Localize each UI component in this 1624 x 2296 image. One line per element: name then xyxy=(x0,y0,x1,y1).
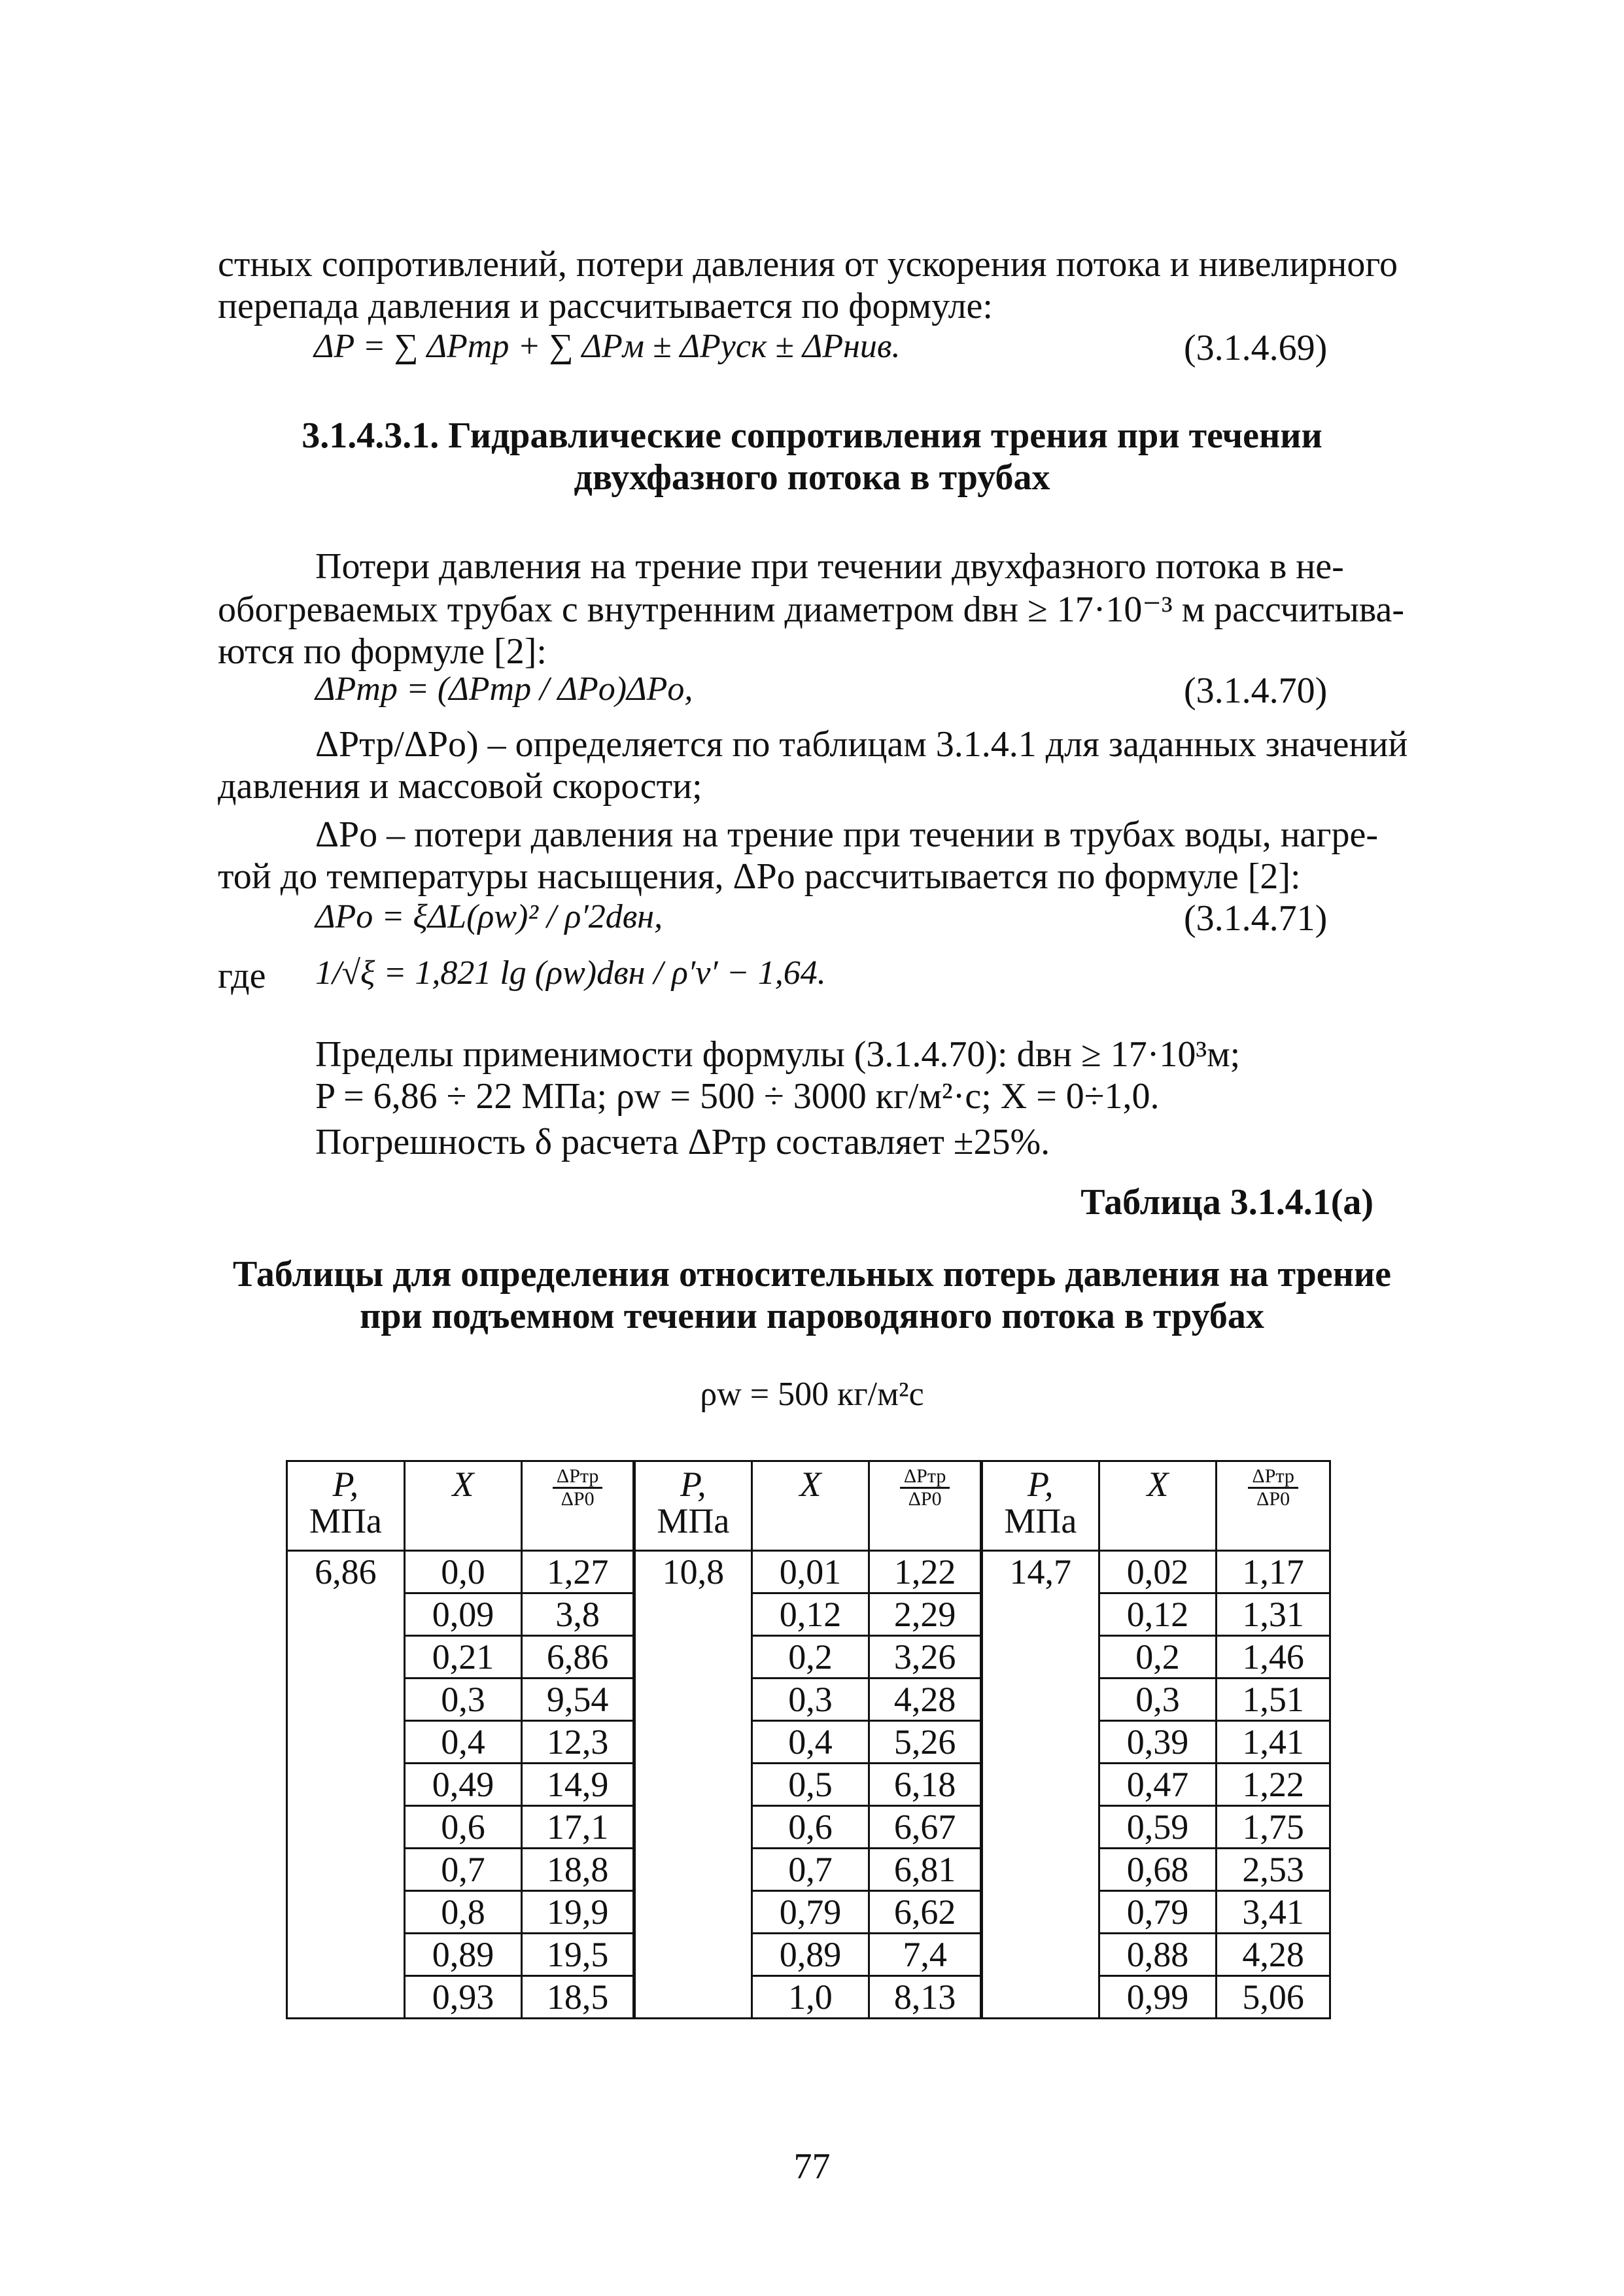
quality-value: 0,8 xyxy=(404,1891,522,1934)
quality-value: 0,89 xyxy=(752,1934,869,1976)
header-quality: X xyxy=(404,1461,522,1551)
table-row xyxy=(287,1551,1330,1593)
mass-velocity-label: ρw = 500 кг/м²с xyxy=(700,1376,924,1413)
loss-ratio-value: 1,75 xyxy=(1217,1806,1330,1849)
ratio-numerator: ΔPтр xyxy=(900,1466,950,1489)
loss-ratio-value: 17,1 xyxy=(522,1806,634,1849)
loss-ratio-value: 18,8 xyxy=(522,1849,634,1891)
table-header-row xyxy=(287,1461,1330,1551)
limits-line-1: Пределы применимости формулы (3.1.4.70): dвн ≥ 17·10³м; xyxy=(315,1034,1241,1075)
loss-ratio-value: 19,9 xyxy=(522,1891,634,1934)
page-number: 77 xyxy=(793,2146,831,2187)
header-pressure xyxy=(634,1461,752,1551)
header-pressure xyxy=(981,1461,1099,1551)
intro-line-1: стных сопротивлений, потери давления от ускорения потока и нивелирного xyxy=(218,244,1398,285)
quality-value: 0,39 xyxy=(1099,1721,1217,1764)
table-label: Таблица 3.1.4.1(а) xyxy=(1080,1182,1373,1223)
header-pressure-unit: МПа xyxy=(309,1501,382,1540)
loss-ratio-value: 19,5 xyxy=(522,1934,634,1976)
quality-value: 0,5 xyxy=(752,1764,869,1806)
quality-value: 0,79 xyxy=(1099,1891,1217,1934)
loss-ratio-value: 3,8 xyxy=(522,1593,634,1636)
table-row xyxy=(287,1976,1330,2019)
loss-ratio-value: 1,17 xyxy=(1217,1551,1330,1593)
paragraph-1-line-3: ются по формуле [2]: xyxy=(218,631,547,672)
quality-value: 1,0 xyxy=(752,1976,869,2019)
quality-value: 0,21 xyxy=(404,1636,522,1679)
quality-value: 0,93 xyxy=(404,1976,522,2019)
header-loss-ratio xyxy=(1217,1461,1330,1551)
quality-value: 0,7 xyxy=(752,1849,869,1891)
table-row xyxy=(287,1721,1330,1764)
limits-line-2: P = 6,86 ÷ 22 МПа; ρw = 500 ÷ 3000 кг/м²·с; X = 0÷1,0. xyxy=(315,1076,1160,1117)
ratio-denominator: ΔP0 xyxy=(561,1488,595,1510)
header-pressure-symbol: P, xyxy=(680,1465,706,1504)
loss-ratio-value: 1,51 xyxy=(1217,1679,1330,1721)
table-row xyxy=(287,1849,1330,1891)
header-pressure-unit: МПа xyxy=(657,1501,730,1540)
paragraph-1-line-2: обогреваемых трубах с внутренним диаметром dвн ≥ 17·10⁻³ м рассчитыва- xyxy=(218,589,1405,630)
section-heading-line-2: двухфазного потока в трубах xyxy=(574,457,1050,498)
paragraph-2-line-1: ΔPтр/ΔPо) – определяется по таблицам 3.1.4.1 для заданных значений xyxy=(315,724,1408,765)
loss-ratio-value: 8,13 xyxy=(869,1976,982,2019)
header-loss-ratio xyxy=(869,1461,982,1551)
quality-value: 0,2 xyxy=(1099,1636,1217,1679)
loss-ratio-value: 6,81 xyxy=(869,1849,982,1891)
table-title-line-2: при подъемном течении пароводяного потока в трубах xyxy=(360,1296,1264,1336)
paragraph-2-line-2: давления и массовой скорости; xyxy=(218,766,702,807)
quality-value: 0,12 xyxy=(752,1593,869,1636)
paragraph-3-line-2: той до температуры насыщения, ΔPо рассчитывается по формуле [2]: xyxy=(218,856,1301,897)
quality-value: 0,68 xyxy=(1099,1849,1217,1891)
quality-value: 0,3 xyxy=(404,1679,522,1721)
table-row xyxy=(287,1891,1330,1934)
quality-value: 0,79 xyxy=(752,1891,869,1934)
quality-value: 0,99 xyxy=(1099,1976,1217,2019)
header-quality: X xyxy=(1099,1461,1217,1551)
loss-ratio-value: 1,41 xyxy=(1217,1721,1330,1764)
header-pressure-unit: МПа xyxy=(1004,1501,1077,1540)
quality-value: 0,89 xyxy=(404,1934,522,1976)
quality-value: 0,6 xyxy=(752,1806,869,1849)
intro-line-2: перепада давления и рассчитывается по формуле: xyxy=(218,286,993,326)
quality-value: 0,2 xyxy=(752,1636,869,1679)
loss-ratio-value: 9,54 xyxy=(522,1679,634,1721)
table-row xyxy=(287,1593,1330,1636)
loss-ratio-value: 4,28 xyxy=(1217,1934,1330,1976)
loss-ratio-value: 1,22 xyxy=(869,1551,982,1593)
equation-number-70: (3.1.4.70) xyxy=(1184,670,1328,711)
header-loss-ratio xyxy=(522,1461,634,1551)
loss-ratio-value: 18,5 xyxy=(522,1976,634,2019)
pressure-value: 10,8 xyxy=(634,1551,752,2019)
table-row xyxy=(287,1764,1330,1806)
loss-ratio-value: 3,41 xyxy=(1217,1891,1330,1934)
header-pressure-symbol: P, xyxy=(1028,1465,1054,1504)
relative-pressure-loss-table xyxy=(286,1460,1331,2019)
header-loss-ratio-fraction xyxy=(900,1466,950,1510)
loss-ratio-value: 6,18 xyxy=(869,1764,982,1806)
formula-3-1-4-69: ΔP = ∑ ΔPтр + ∑ ΔPм ± ΔPуск ± ΔPнив. xyxy=(314,328,901,365)
quality-value: 0,0 xyxy=(404,1551,522,1593)
table-row xyxy=(287,1934,1330,1976)
quality-value: 0,02 xyxy=(1099,1551,1217,1593)
ratio-numerator: ΔPтр xyxy=(1248,1466,1298,1489)
quality-value: 0,12 xyxy=(1099,1593,1217,1636)
loss-ratio-value: 5,06 xyxy=(1217,1976,1330,2019)
quality-value: 0,7 xyxy=(404,1849,522,1891)
loss-ratio-value: 6,86 xyxy=(522,1636,634,1679)
formula-3-1-4-71: ΔPо = ξΔL(ρw)² / ρ′2dвн, xyxy=(315,898,663,935)
quality-value: 0,09 xyxy=(404,1593,522,1636)
ratio-numerator: ΔPтр xyxy=(553,1466,602,1489)
equation-number-71: (3.1.4.71) xyxy=(1184,898,1328,939)
ratio-denominator: ΔP0 xyxy=(1256,1488,1290,1510)
equation-number-69: (3.1.4.69) xyxy=(1184,328,1328,368)
header-loss-ratio-fraction xyxy=(1248,1466,1298,1510)
loss-ratio-value: 1,46 xyxy=(1217,1636,1330,1679)
loss-ratio-value: 2,53 xyxy=(1217,1849,1330,1891)
quality-value: 0,3 xyxy=(752,1679,869,1721)
loss-ratio-value: 1,22 xyxy=(1217,1764,1330,1806)
loss-ratio-value: 12,3 xyxy=(522,1721,634,1764)
paragraph-3-line-1: ΔPо – потери давления на трение при течении в трубах воды, нагре- xyxy=(315,814,1378,855)
loss-ratio-value: 7,4 xyxy=(869,1934,982,1976)
loss-ratio-value: 14,9 xyxy=(522,1764,634,1806)
loss-ratio-value: 3,26 xyxy=(869,1636,982,1679)
section-heading-line-1: 3.1.4.3.1. Гидравлические сопротивления трения при течении xyxy=(302,415,1322,456)
quality-value: 0,6 xyxy=(404,1806,522,1849)
paragraph-1-line-1: Потери давления на трение при течении двухфазного потока в не- xyxy=(315,546,1344,587)
header-quality: X xyxy=(752,1461,869,1551)
loss-ratio-value: 1,27 xyxy=(522,1551,634,1593)
loss-ratio-value: 5,26 xyxy=(869,1721,982,1764)
pressure-value: 14,7 xyxy=(981,1551,1099,2019)
error-line: Погрешность δ расчета ΔPтр составляет ±25%. xyxy=(315,1122,1050,1162)
quality-value: 0,3 xyxy=(1099,1679,1217,1721)
table-row xyxy=(287,1806,1330,1849)
table-title-line-1: Таблицы для определения относительных потерь давления на трение xyxy=(232,1254,1392,1295)
ratio-denominator: ΔP0 xyxy=(908,1488,942,1510)
quality-value: 0,4 xyxy=(404,1721,522,1764)
quality-value: 0,47 xyxy=(1099,1764,1217,1806)
table-row xyxy=(287,1636,1330,1679)
header-loss-ratio-fraction xyxy=(553,1466,602,1510)
loss-ratio-value: 6,67 xyxy=(869,1806,982,1849)
loss-ratio-value: 1,31 xyxy=(1217,1593,1330,1636)
loss-ratio-value: 6,62 xyxy=(869,1891,982,1934)
loss-ratio-value: 4,28 xyxy=(869,1679,982,1721)
header-pressure xyxy=(287,1461,405,1551)
quality-value: 0,49 xyxy=(404,1764,522,1806)
loss-ratio-value: 2,29 xyxy=(869,1593,982,1636)
quality-value: 0,88 xyxy=(1099,1934,1217,1976)
table-row xyxy=(287,1679,1330,1721)
quality-value: 0,4 xyxy=(752,1721,869,1764)
quality-value: 0,59 xyxy=(1099,1806,1217,1849)
where-label: где xyxy=(218,956,266,996)
formula-3-1-4-70: ΔPтр = (ΔPтр / ΔPо)ΔPо, xyxy=(315,670,693,708)
formula-xi: 1/√ξ = 1,821 lg (ρw)dвн / ρ′ν′ − 1,64. xyxy=(315,954,826,992)
header-pressure-symbol: P, xyxy=(332,1465,359,1504)
quality-value: 0,01 xyxy=(752,1551,869,1593)
pressure-value: 6,86 xyxy=(287,1551,405,2019)
